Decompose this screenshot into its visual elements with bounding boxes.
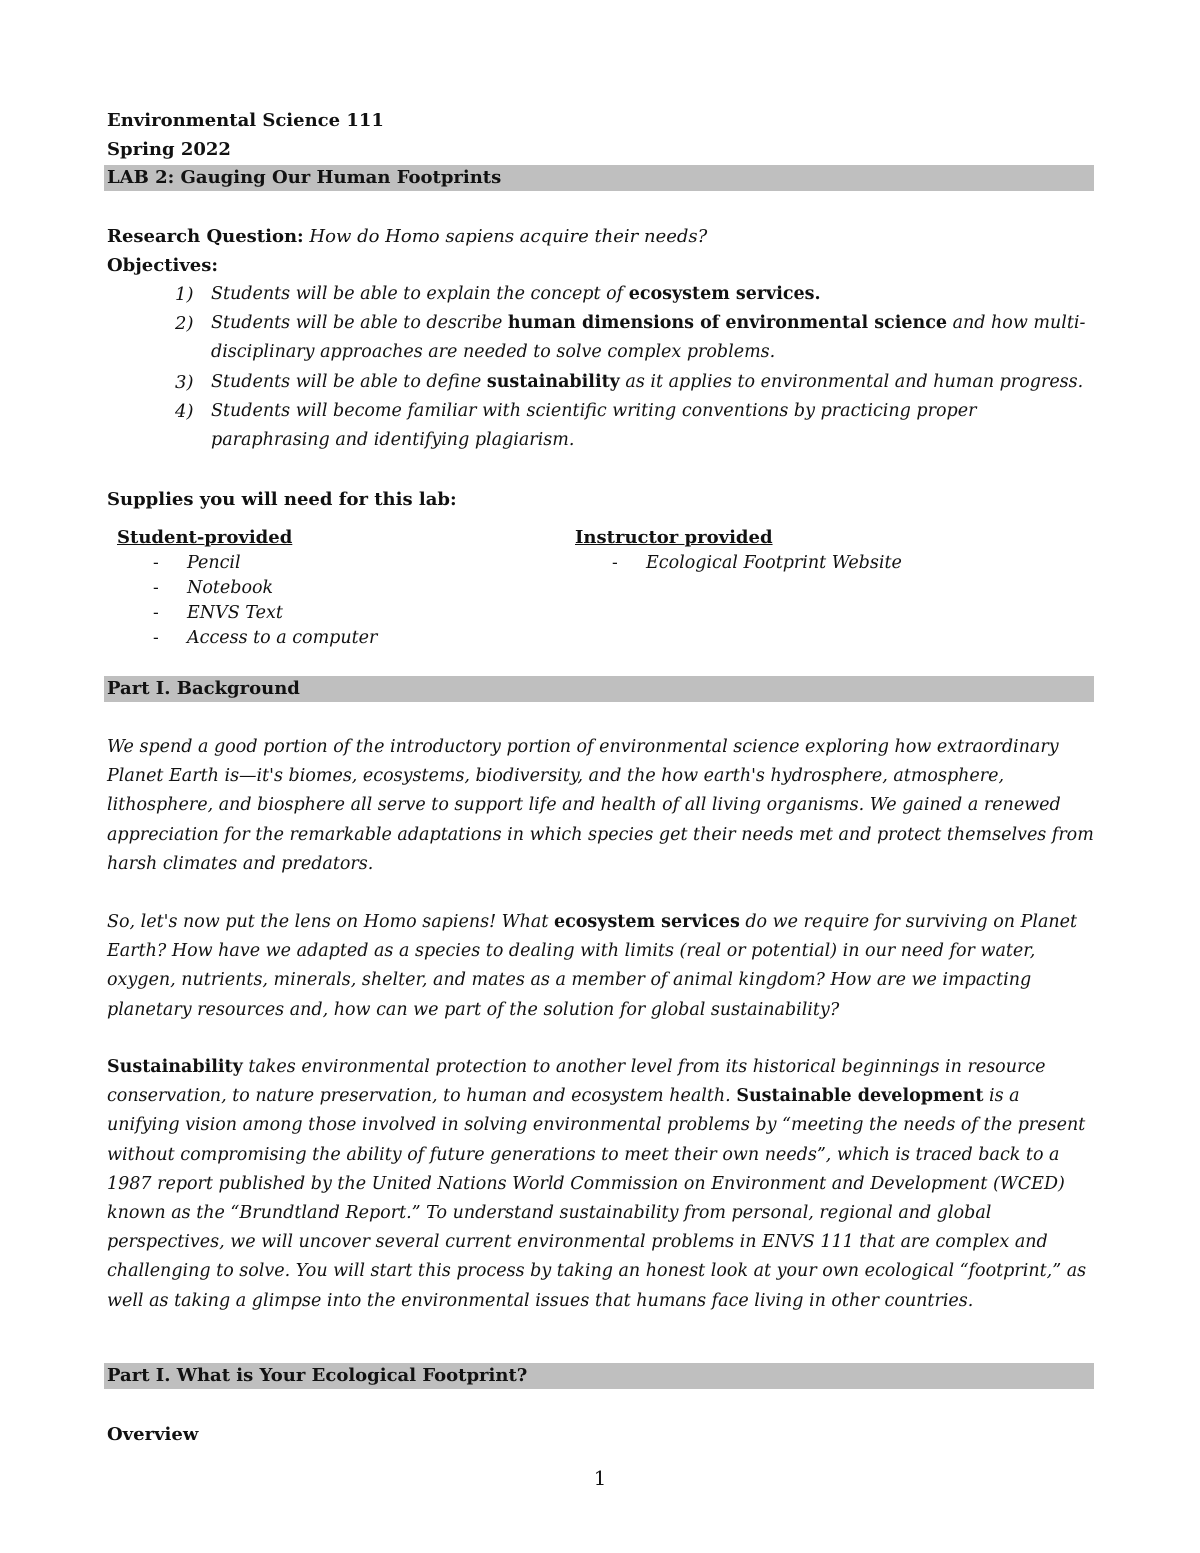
objective-item xyxy=(211,309,1097,367)
section-heading-footprint: Part I. What is Your Ecological Footprint? xyxy=(107,1365,528,1386)
objective-text: Students will be able to explain the concept of xyxy=(211,284,629,304)
overview-heading: Overview xyxy=(107,1424,199,1445)
objective-number: 1) xyxy=(175,284,194,305)
objective-term: human dimensions of environmental science xyxy=(507,313,947,333)
background-paragraph-1: We spend a good portion of the introductory portion of environmental science exploring how extraordinary Planet Earth is—it's biomes, ecosystems, biodiversity, and the how earth's hydrosphere, atmosphere, lithosphere, and biosphere all serve to support life and health of all living organisms. We gained a renewed appreciation for the remarkable adaptations in which species get their needs met and protect themselves from harsh climates and predators. xyxy=(107,737,1094,874)
student-provided-heading: Student-provided xyxy=(117,527,293,548)
lab-title: LAB 2: Gauging Our Human Footprints xyxy=(107,167,502,188)
list-dash: - xyxy=(153,553,159,573)
course-title: Environmental Science 111 xyxy=(107,110,384,131)
objective-number: 3) xyxy=(175,372,194,393)
section-heading-background: Part I. Background xyxy=(107,678,300,699)
list-item: Pencil xyxy=(187,553,241,573)
list-item: ENVS Text xyxy=(187,603,283,623)
objective-item xyxy=(211,397,1011,455)
objective-text: Students will become familiar with scientific writing conventions by practicing proper paraphrasing and identifying plagiarism. xyxy=(211,401,977,451)
term: Spring 2022 xyxy=(107,139,231,160)
paragraph-text: takes environmental protection to another level from its historical beginnings in resource conservation, to nature preservation, to human and ecosystem health. xyxy=(107,1057,1046,1107)
objective-number: 4) xyxy=(175,401,194,422)
list-dash: - xyxy=(153,603,159,623)
list-dash: - xyxy=(612,553,618,573)
background-paragraph-2 xyxy=(107,908,1097,1025)
list-item: Access to a computer xyxy=(187,628,378,648)
paragraph-text: So, let's now put the lens on Homo sapiens! What xyxy=(107,912,554,932)
objective-item xyxy=(211,368,1097,397)
term-ecosystem-services: ecosystem services xyxy=(553,912,740,932)
objective-text: Students will be able to define xyxy=(211,372,487,392)
objective-term: sustainability xyxy=(486,372,620,392)
term-sustainability: Sustainability xyxy=(107,1057,243,1077)
page-number: 1 xyxy=(593,1466,607,1490)
paragraph-text: is a unifying vision among those involved in solving environmental problems by “meeting the needs of the present without compromising the ability of future generations to meet their own needs”, which is traced back to a 1987 report published by the United Nations World Commission on Environment and Development (WCED) known as the “Brundtland Report.” To understand sustainability from personal, regional and global perspectives, we will uncover several current environmental problems in ENVS 111 that are complex and challenging to solve. You will start this process by taking an honest look at your own ecological “footprint,” as well as taking a glimpse into the environmental issues that humans face living in other countries. xyxy=(107,1086,1087,1311)
objective-term: ecosystem services. xyxy=(628,284,821,304)
list-item: Ecological Footprint Website xyxy=(646,553,902,573)
term-sustainable-development: Sustainable development xyxy=(736,1086,984,1107)
objective-number: 2) xyxy=(175,313,194,334)
list-dash: - xyxy=(153,578,159,598)
list-dash: - xyxy=(153,628,159,648)
research-question-label: Research Question: xyxy=(107,226,304,247)
supplies-label: Supplies you will need for this lab: xyxy=(107,489,457,510)
objective-text: Students will be able to describe xyxy=(211,313,508,333)
paragraph-text: do we require for surviving on Planet Earth? How have we adapted as a species to dealing with limits (real or potential) in our need for water, oxygen, nutrients, minerals, shelter, and mates as a member of animal kingdom? How are we impacting planetary resources and, how can we part of the solution for global sustainability? xyxy=(107,912,1078,1020)
instructor-provided-heading: Instructor provided xyxy=(575,527,773,548)
objective-text-post: as it applies to environmental and human progress. xyxy=(619,372,1084,392)
research-question-text: How do Homo sapiens acquire their needs? xyxy=(303,226,708,247)
list-item: Notebook xyxy=(187,578,274,598)
background-paragraph-3 xyxy=(107,1053,1097,1316)
objective-item xyxy=(211,280,1097,309)
research-question xyxy=(107,222,707,251)
objective-text-post: and how multi-disciplinary approaches are needed to solve complex problems. xyxy=(211,313,1086,363)
objectives-label: Objectives: xyxy=(107,255,219,276)
